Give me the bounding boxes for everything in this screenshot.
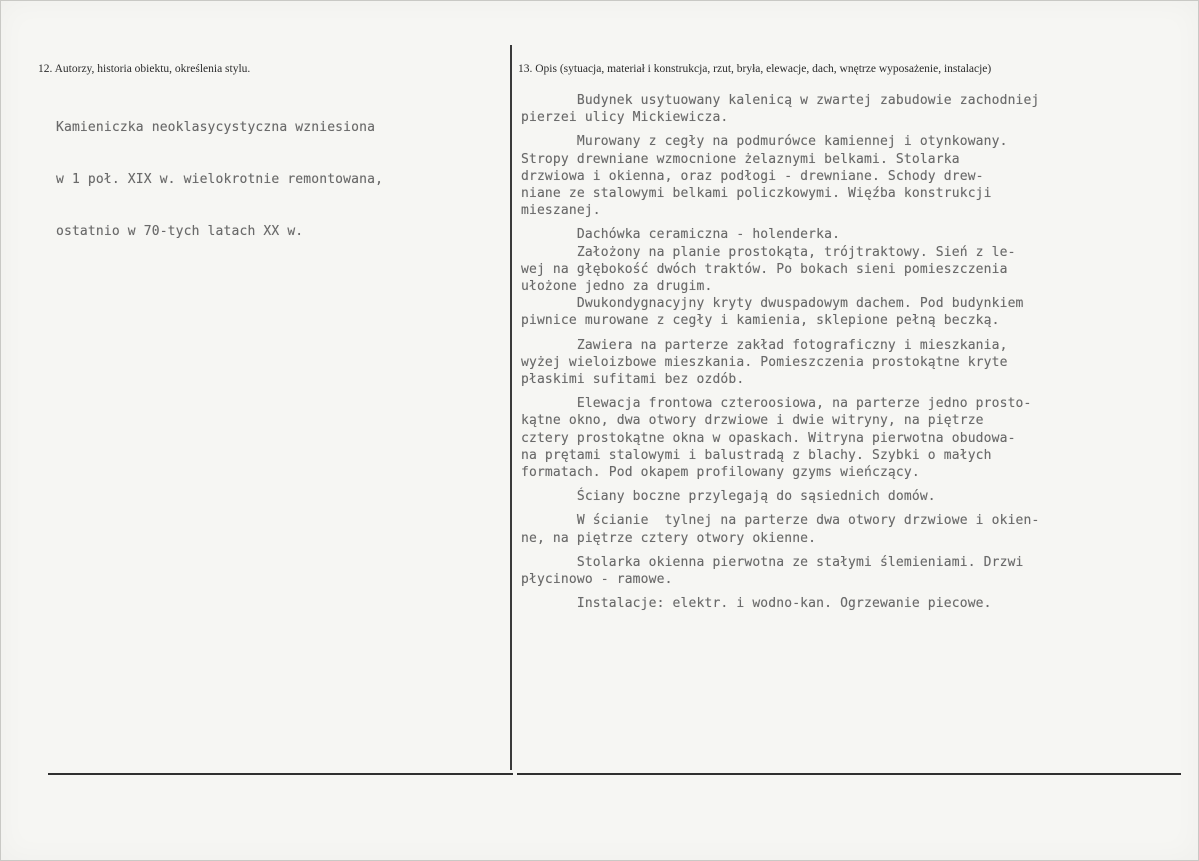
section-13-line: niane ze stalowymi belkami policzkowymi. Więźba konstrukcji (521, 186, 992, 202)
section-13-line: ułożone jedno za drugim. (521, 279, 713, 295)
section-13-line: pierzei ulicy Mickiewicza. (521, 110, 729, 126)
section-12-heading: 12. Autorzy, historia obiektu, określenia stylu. (38, 63, 251, 75)
section-13-paragraph (521, 512, 1039, 546)
section-12-line: w 1 poł. XIX w. wielokrotnie remontowana, (56, 172, 384, 188)
section-13-line: Stropy drewniane wzmocnione żelaznymi belkami. Stolarka (521, 151, 960, 167)
section-13-line: Stolarka okienna pierwotna ze stałymi ślemieniami. Drzwi (521, 554, 1024, 570)
section-13-text (521, 92, 1039, 612)
section-13-paragraph (521, 133, 1039, 219)
bottom-rule-right (517, 773, 1181, 775)
section-13-line: drzwiowa i okienna, oraz podłogi - drewniane. Schody drew- (521, 168, 984, 184)
section-13-paragraph (521, 488, 1039, 505)
section-13-paragraph (521, 554, 1039, 588)
section-13-paragraph (521, 244, 1039, 296)
section-13-line: ne, na piętrze cztery otwory okienne. (521, 530, 817, 546)
section-13-line: Instalacje: elektr. i wodno-kan. Ogrzewanie piecowe. (521, 596, 992, 612)
section-13-paragraph (521, 92, 1039, 126)
section-13-paragraph (521, 395, 1039, 481)
section-13-line: na prętami stalowymi i balustradą z blachy. Szybki o małych (521, 447, 992, 463)
section-13-line: Założony na planie prostokąta, trójtraktowy. Sień z le- (521, 244, 1016, 260)
section-13-paragraph (521, 226, 1039, 243)
section-13-line: płycinowo - ramowe. (521, 572, 673, 588)
column-divider (510, 45, 512, 770)
section-13-line: wyżej wieloizbowe mieszkania. Pomieszczenia prostokątne kryte (521, 354, 1008, 370)
section-13-line: W ścianie tylnej na parterze dwa otwory drzwiowe i okien- (521, 513, 1040, 529)
section-13-line: Murowany z cegły na podmurówce kamiennej i otynkowany. (521, 134, 1008, 150)
section-13-line: płaskimi sufitami bez ozdób. (521, 372, 745, 388)
section-13-line: mieszanej. (521, 203, 601, 219)
section-13-line: piwnice murowane z cegły i kamienia, sklepione pełną beczką. (521, 313, 1000, 329)
section-13-line: Zawiera na parterze zakład fotograficzny i mieszkania, (521, 337, 1008, 353)
section-13-line: Budynek usytuowany kalenicą w zwartej zabudowie zachodniej (521, 93, 1040, 108)
section-13-line: Dachówka ceramiczna - holenderka. (521, 227, 841, 243)
section-13-line: wej na głębokość dwóch traktów. Po bokach sieni pomieszczenia (521, 261, 1008, 277)
section-13-line: kątne okno, dwa otwory drzwiowe i dwie witryny, na piętrze (521, 413, 984, 429)
bottom-rule-left (48, 773, 513, 775)
section-13-paragraph (521, 337, 1039, 389)
section-13-line: formatach. Pod okapem profilowany gzyms wieńczący. (521, 465, 920, 481)
section-12-line: ostatnio w 70-tych latach XX w. (56, 223, 304, 239)
section-13-line: cztery prostokątne okna w opaskach. Witryna pierwotna obudowa- (521, 430, 1016, 446)
section-13-paragraph (521, 595, 1039, 612)
section-12-line: Kamieniczka neoklasycystyczna wzniesiona (56, 120, 376, 136)
section-13-line: Elewacja frontowa czteroosiowa, na parterze jedno prosto- (521, 396, 1032, 412)
section-12-text (56, 85, 383, 274)
section-13-line: Ściany boczne przylegają do sąsiednich domów. (521, 489, 936, 505)
section-13-line: Dwukondygnacyjny kryty dwuspadowym dachem. Pod budynkiem (521, 296, 1024, 312)
section-13-paragraph (521, 295, 1039, 329)
section-13-heading: 13. Opis (sytuacja, materiał i konstrukcja, rzut, bryła, elewacje, dach, wnętrze wyposażenie, instalacje) (518, 63, 992, 75)
